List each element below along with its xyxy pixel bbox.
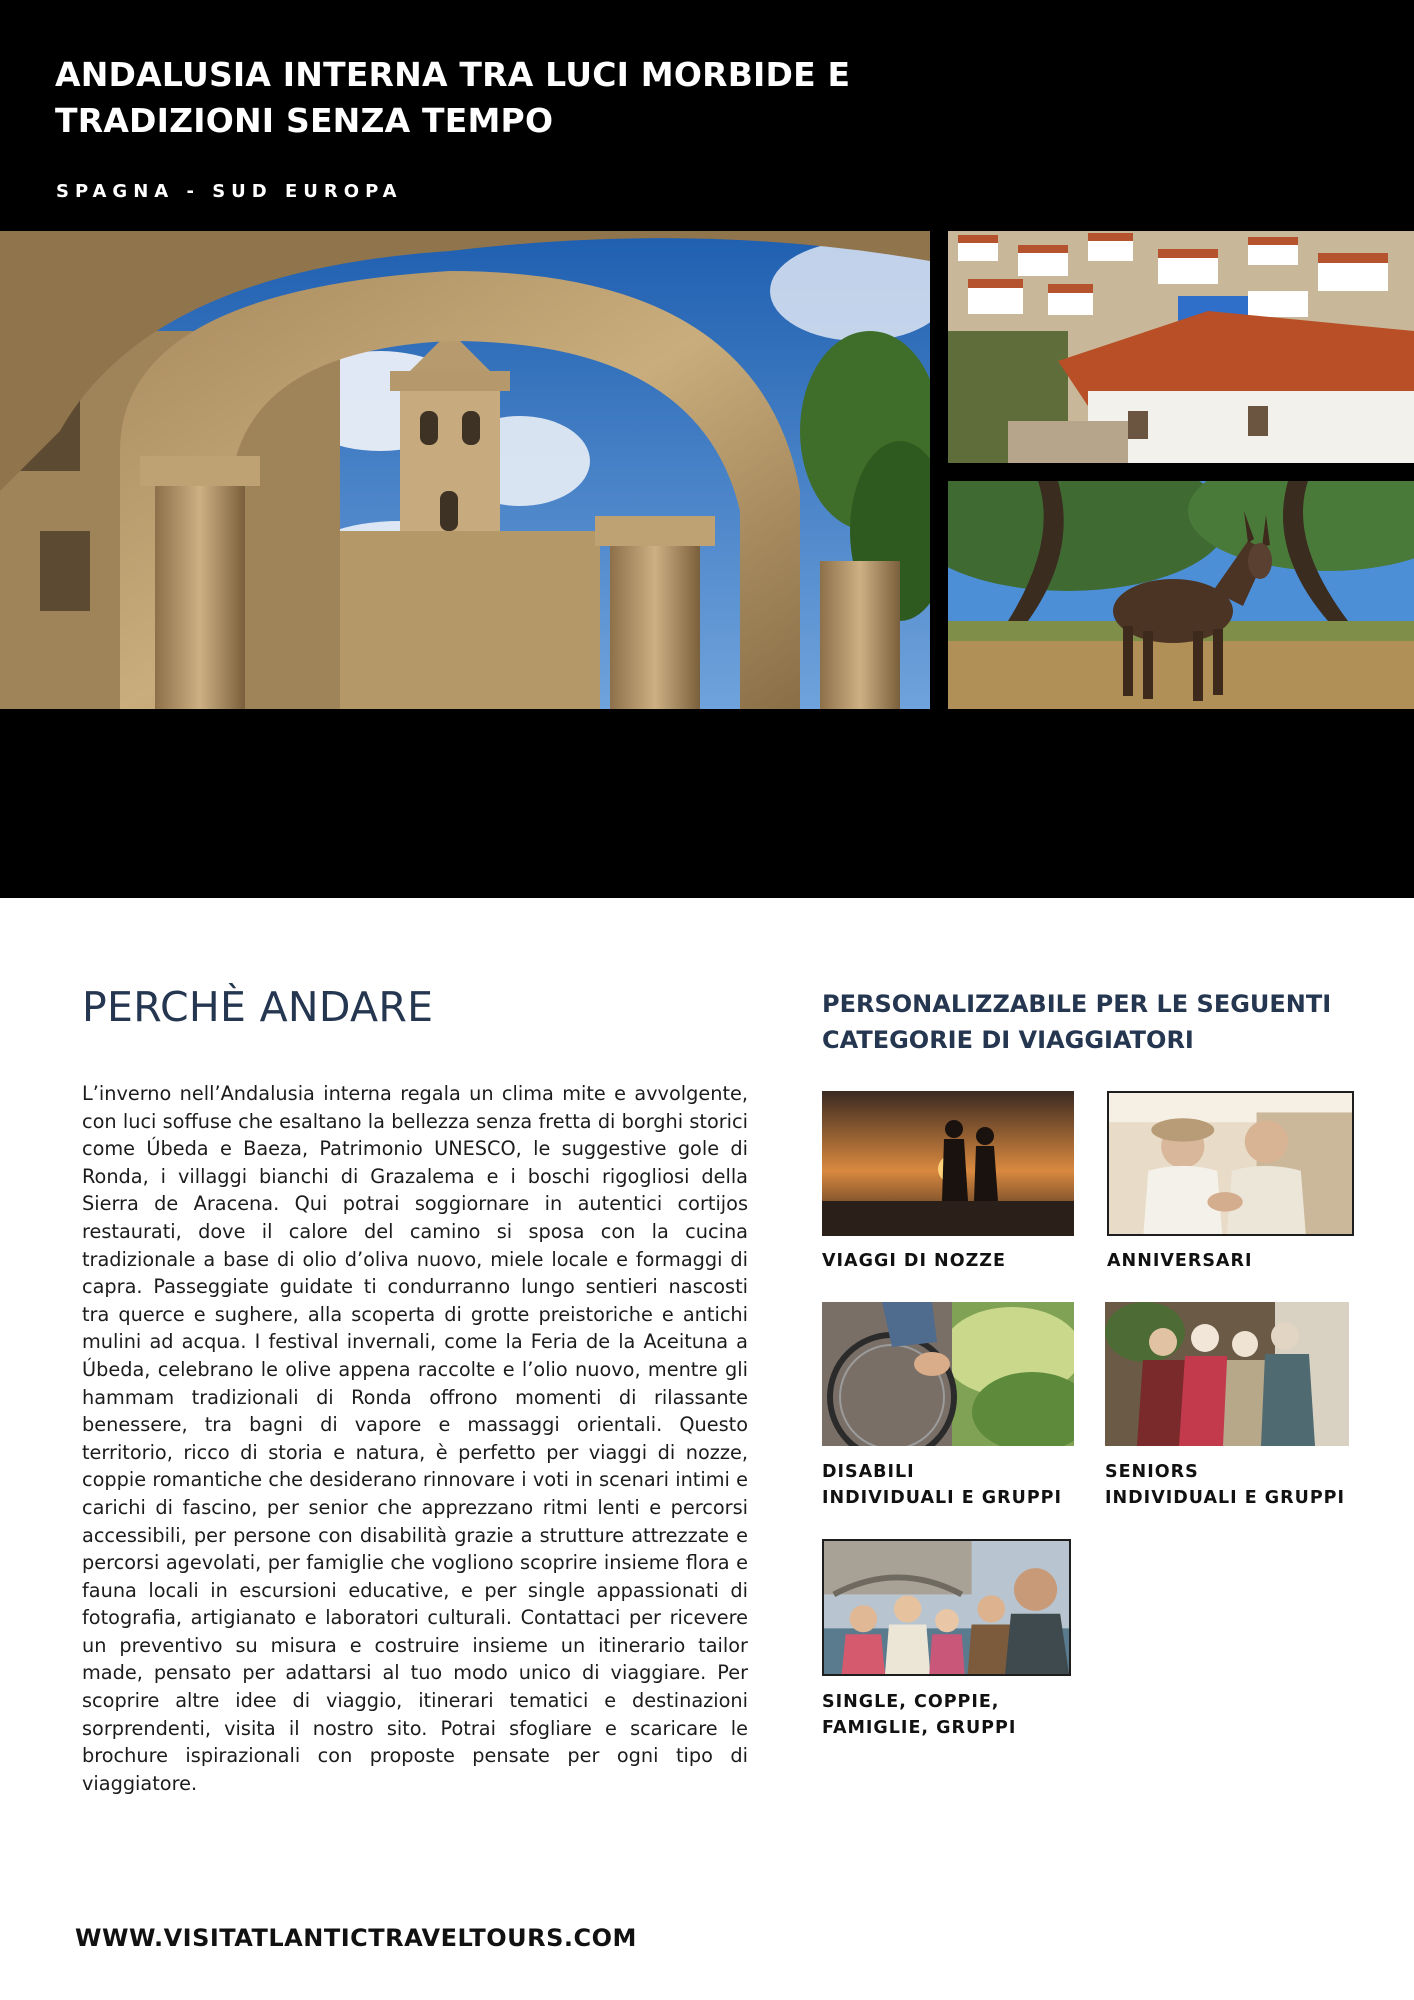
destination-subtitle: SPAGNA - SUD EUROPA <box>56 181 403 202</box>
category-honeymoon <box>822 1091 1074 1281</box>
why-go-title: PERCHÈ ANDARE <box>82 983 434 1031</box>
seniors-group-photo <box>1105 1302 1349 1446</box>
category-disabled <box>822 1302 1074 1516</box>
page-title: ANDALUSIA INTERNA TRA LUCI MORBIDE E TRADIZIONI SENZA TEMPO <box>55 55 851 140</box>
why-go-text: L’inverno nell’Andalusia interna regala un clima mite e avvolgente, con luci soffuse che esaltano la bellezza senza fretta di borghi storici come Úbeda e Baeza, Patrimonio UNESCO, le suggestive gole di Ronda, i villaggi bianchi di Grazalema e i boschi rigogliosi della Sierra de Aracena. Qui potrai soggiornare in autentici cortijos restaurati, dove il calore del camino si sposa con la cucina tradizionale a base di olio d’oliva nuovo, miele locale e formaggi di capra. Passeggiate guidate ti condurranno lungo sentieri nascosti tra querce e sughere, alla scoperta di grotte preistoriche e antichi mulini ad acqua. I festival invernali, come la Feria de la Aceituna a Úbeda, celebrano le olive appena raccolte e l’olio nuovo, mentre gli hammam tradizionali di Ronda offrono momenti di rilassante benessere, tra bagni di vapore e massaggi orientali. Questo territorio, ricco di storia e natura, è perfetto per viaggi di nozze, coppie romantiche che desiderano rinnovare i voti in scenari intimi e carichi di fascino, per senior che apprezzano ritmi lenti e percorsi accessibili, per persone con disabilità grazie a strutture attrezzate e percorsi agevolati, per famiglie che vogliono scoprire insieme flora e fauna locali in escursioni educative, e per single appassionati di fotografia, artigianato e laboratori culturali. Contattaci per ricevere un preventivo su misura e costruire insieme un itinerario tailor made, pensato per adattarsi al tuo modo unico di viaggiare. Per scoprire altre idee di viaggio, itinerari tematici e destinazioni sorprendenti, visita il nostro sito. Potrai sfogliare e scaricare le brochure ispirazionali con proposte pensate per ogni tipo di viaggiatore. <box>82 1082 748 1795</box>
senior-couple-car-photo <box>1107 1091 1354 1236</box>
category-label: ANNIVERSARI <box>1107 1251 1253 1271</box>
categories-heading: PERSONALIZZABILE PER LE SEGUENTI CATEGORIE DI VIAGGIATORI <box>822 990 1332 1054</box>
category-label: SENIORS INDIVIDUALI E GRUPPI <box>1105 1462 1346 1508</box>
category-label: SINGLE, COPPIE, FAMIGLIE, GRUPPI <box>822 1692 1017 1738</box>
website-link[interactable]: WWW.VISITATLANTICTRAVELTOURS.COM <box>75 1924 637 1952</box>
donkey-photo <box>948 481 1414 709</box>
couple-sunset-photo <box>822 1091 1074 1236</box>
category-families <box>822 1539 1074 1749</box>
category-label: DISABILI INDIVIDUALI E GRUPPI <box>822 1462 1063 1508</box>
hero-header <box>0 0 1414 898</box>
family-selfie-photo <box>822 1539 1071 1676</box>
category-label: VIAGGI DI NOZZE <box>822 1251 1006 1271</box>
cathedral-arch-photo <box>0 231 930 709</box>
white-village-photo <box>948 231 1414 463</box>
category-anniversary <box>1107 1091 1355 1281</box>
wheelchair-photo <box>822 1302 1074 1446</box>
category-seniors <box>1105 1302 1355 1516</box>
